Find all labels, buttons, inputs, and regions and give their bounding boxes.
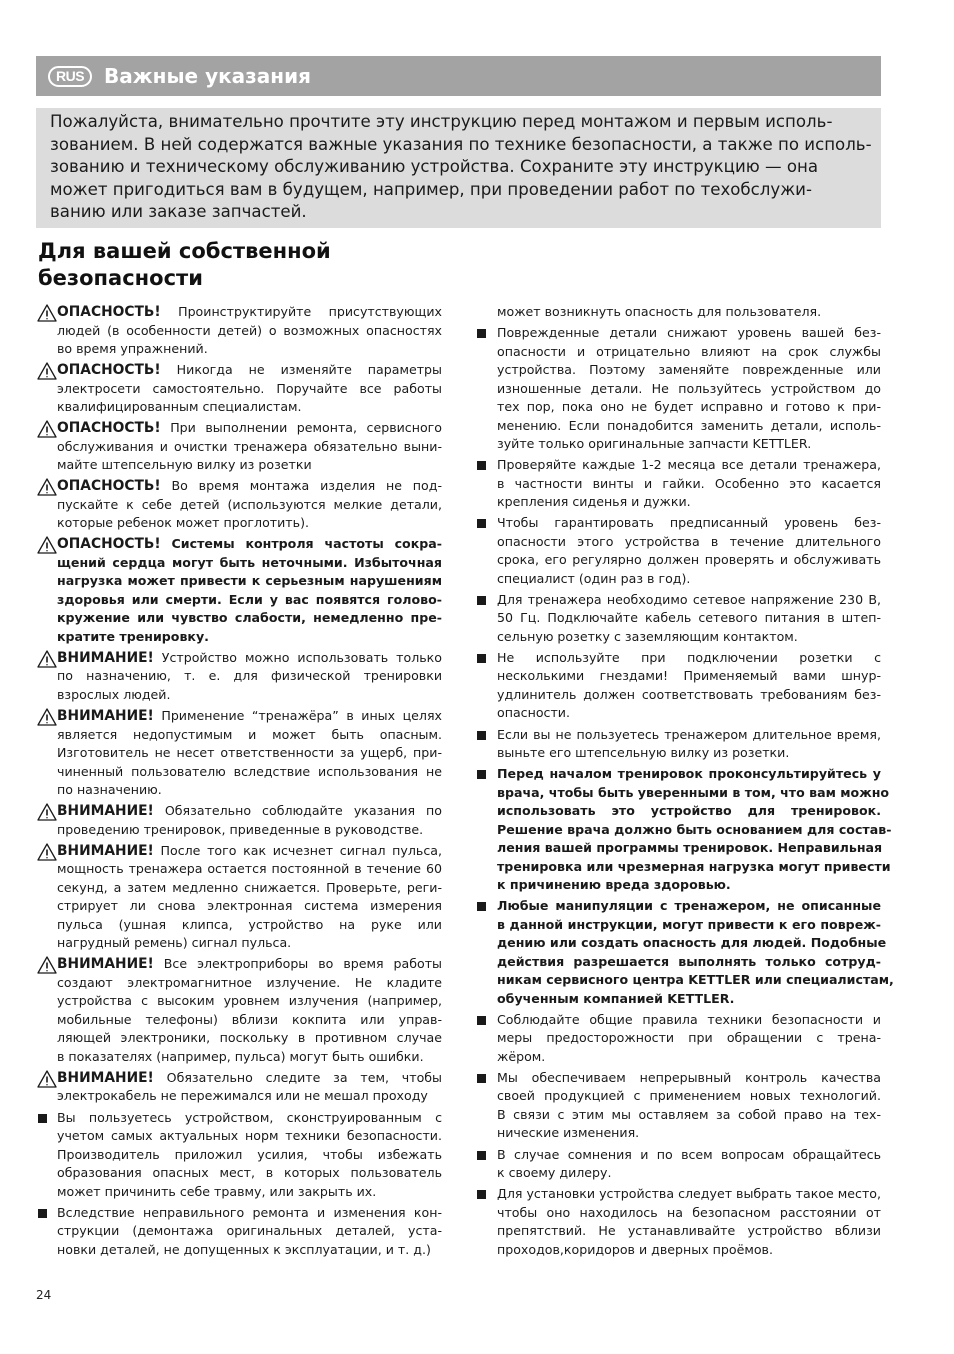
warning-text: Во время монтажа изделия не под- — [160, 478, 442, 494]
text-line — [57, 477, 442, 496]
intro-line: ванию или заказе запчастей. — [50, 202, 307, 221]
text-line: меры предосторожности при обращении с трена- — [497, 1030, 881, 1046]
warning-item — [36, 955, 442, 1066]
warning-triangle-icon — [37, 362, 57, 380]
warning-item — [36, 419, 442, 475]
text-line: пускайте к себе детей (используются мелкие детали, — [57, 496, 442, 512]
text-line — [57, 955, 442, 974]
text-line: нагрудный ремень) сигнал пульса. — [57, 935, 292, 951]
text-line: взрослых людей. — [57, 686, 171, 702]
text-line: нические изменения. — [497, 1125, 640, 1141]
warning-label: ОПАСНОСТЬ! — [57, 304, 161, 320]
intro-box — [36, 108, 881, 228]
intro-line: зованием. В ней содержатся важные указания по технике безопасности, а также по исполь- — [50, 134, 872, 154]
text-line: 50 Гц. Подключайте кабель сетевого питания в штеп- — [497, 610, 881, 626]
warning-label: ОПАСНОСТЬ! — [57, 362, 161, 379]
text-line: опасности. — [497, 705, 570, 721]
bullet-item — [36, 1204, 442, 1260]
text-line: кружение или чувство слабости, немедленно пре- — [57, 610, 442, 626]
bullet-item — [475, 1069, 881, 1143]
bullet-item — [475, 456, 881, 512]
text-line — [57, 303, 442, 322]
warning-triangle-icon — [37, 304, 57, 322]
text-line: электрокабель не пережимался или не мешал проходу — [57, 1088, 428, 1104]
text-line — [57, 419, 442, 438]
text-line: В случае сомнения и по всем вопросам обращайтесь — [497, 1146, 881, 1162]
text-line: к причинению вреда здоровью. — [497, 877, 731, 893]
section-title — [38, 238, 331, 292]
warning-text: Никогда не изменяйте параметры — [160, 362, 442, 378]
text-line: нагрузка может привести к серьезным нарушениям — [57, 573, 442, 589]
bullet-item — [475, 897, 894, 1008]
text-line: которые ребенок может проглотить). — [57, 515, 309, 531]
text-line: тренировка или чрезмерная нагрузка могут привести — [497, 858, 891, 874]
warning-label: ВНИМАНИЕ! — [57, 956, 154, 973]
text-line: Если вы не пользуетесь тренажером длительное время, — [497, 726, 881, 742]
text-line: электросети самостоятельно. Поручайте все работы — [57, 380, 442, 396]
text-line: создают электромагнитное излучение. Не кладите — [57, 974, 442, 990]
text-line: здоровья или смерти. Если у вас появятся голово- — [57, 591, 442, 607]
text-line: квалифицированным специалистам. — [57, 399, 302, 415]
text-line: Соблюдайте общие правила техники безопасности и — [497, 1011, 881, 1027]
text-line: опасности и отрицательно влияют на срок службы — [497, 343, 881, 359]
text-line: обученным компанией KETTLER. — [497, 990, 735, 1006]
warning-label: ОПАСНОСТЬ! — [57, 536, 161, 553]
text-line — [57, 361, 442, 380]
text-line: является недопустимым и может быть опасным. — [57, 726, 442, 742]
text-line: Производитель приложил усилия, чтобы избежать — [57, 1146, 442, 1162]
text-line: пульса (ушная клипса, устройство на руке или — [57, 916, 442, 932]
bullet-item — [475, 765, 892, 895]
warning-text: Системы контроля частоты сокра- — [160, 536, 442, 552]
bullet-item — [475, 1146, 881, 1183]
text-line: мощность тренажера остается постоянной в течение 60 — [57, 861, 442, 877]
bullet-square-icon — [477, 519, 486, 528]
header-title: Важные указания — [104, 64, 311, 88]
bullet-item — [475, 324, 881, 454]
warning-text: Применение “тренажёра” в иных целях — [153, 708, 442, 724]
text-line — [57, 707, 442, 726]
bullet-square-icon — [477, 596, 486, 605]
warning-triangle-icon — [37, 536, 57, 554]
bullet-item — [36, 1109, 442, 1202]
warning-triangle-icon — [37, 420, 57, 438]
text-line: в частности винты и гайки. Особенно это касается — [497, 475, 881, 491]
text-line: дению или создать опасность для людей. Подобные — [497, 935, 887, 951]
bullet-square-icon — [477, 902, 486, 911]
text-line: жёром. — [497, 1048, 546, 1064]
page-number: 24 — [36, 1288, 52, 1302]
warning-label: ВНИМАНИЕ! — [57, 803, 154, 820]
text-line: чтобы оно находилось на безопасном расстоянии от — [497, 1204, 881, 1220]
text-line: Вследствие неправильного ремонта и изменения кон- — [57, 1204, 442, 1220]
text-line: В связи с этим мы оставляем за собой право на тех- — [497, 1106, 881, 1122]
warning-label: ВНИМАНИЕ! — [57, 708, 154, 725]
text-line: Для тренажера необходимо сетевое напряжение 230 В, — [497, 591, 881, 607]
text-line: действия разрешается выполнять только сотруд- — [497, 953, 881, 969]
text-line: по назначению, т. е. для физической тренировки — [57, 668, 442, 684]
bullet-square-icon — [477, 461, 486, 470]
warning-text: Обязательно соблюдайте указания по — [153, 803, 442, 819]
warning-item — [36, 842, 442, 953]
text-line: по назначению. — [57, 782, 162, 798]
bullet-item — [475, 1011, 881, 1067]
text-line: срока, его регулярно должен проверять и обслуживать — [497, 552, 881, 568]
text-line: кратите тренировку. — [57, 628, 209, 644]
text-line: учетом самых актуальных норм техники безопасности. — [57, 1128, 442, 1144]
text-line: препятствий. Не устанавливайте устройство вблизи — [497, 1223, 881, 1239]
text-line: Для установки устройства следует выбрать такое место, — [497, 1186, 881, 1202]
warning-triangle-icon — [37, 843, 57, 861]
bullet-square-icon — [477, 770, 486, 779]
text-line: Мы обеспечиваем непрерывный контроль качества — [497, 1069, 881, 1085]
warning-label: ВНИМАНИЕ! — [57, 1069, 154, 1086]
text-line: никам сервисного центра KETTLER или специалистам, — [497, 972, 894, 988]
warning-label: ВНИМАНИЕ! — [57, 649, 154, 666]
warning-text: При выполнении ремонта, сервисного — [160, 420, 442, 436]
text-line: секунд, а затем медленно снижается. Проверьте, реги- — [57, 879, 442, 895]
text-line: Решение врача должно быть основанием для состав- — [497, 821, 892, 837]
text-line: специалист (один раз в год). — [497, 570, 691, 586]
text-line: проходов,коридоров и дверных проёмов. — [497, 1241, 773, 1257]
bullet-square-icon — [477, 731, 486, 740]
text-line: майте штепсельную вилку из розетки — [57, 457, 312, 473]
bullet-item — [475, 649, 881, 723]
text-line — [57, 649, 442, 668]
text-line — [57, 802, 442, 821]
bullet-square-icon — [477, 1151, 486, 1160]
warning-triangle-icon — [37, 1070, 57, 1088]
text-line: Вы пользуетесь устройством, сконструированным с — [57, 1109, 442, 1125]
text-line: изношенные детали. Не пользуйтесь устройством до — [497, 380, 881, 396]
text-line: стрирует ли снова электронная система измерения — [57, 898, 442, 914]
warning-triangle-icon — [37, 650, 57, 668]
warning-triangle-icon — [37, 478, 57, 496]
warning-label: ОПАСНОСТЬ! — [57, 478, 161, 495]
warning-triangle-icon — [37, 803, 57, 821]
text-line: новки деталей, не допущенных к эксплуатации, и т. д.) — [57, 1241, 431, 1257]
text-line: крепления сиденья и дужки. — [497, 494, 691, 510]
text-line: врача, чтобы быть уверенными в том, что вам можно — [497, 784, 890, 800]
text-line: ляющей электроники, поскольку в противном случае — [57, 1030, 442, 1046]
language-badge: RUS — [48, 66, 92, 87]
text-line: выньте его штепсельную вилку из розетки. — [497, 745, 790, 761]
section-title-line: Для вашей собственной — [38, 239, 331, 263]
text-line — [57, 535, 442, 554]
text-line: Изготовитель не несет ответственности за ущерб, при- — [57, 745, 442, 761]
warning-text: Проинструктируйте присутствующих — [160, 304, 442, 319]
text-line: устройства с высоким уровнем излучения (например, — [57, 993, 442, 1009]
left-column — [36, 303, 442, 1262]
bullet-square-icon — [477, 329, 486, 338]
warning-text: Все электроприборы во время работы — [153, 956, 442, 972]
bullet-square-icon — [38, 1209, 47, 1218]
warning-item — [36, 1069, 442, 1106]
text-line: в данной инструкции, могут привести к его повреж- — [497, 916, 881, 932]
text-line: Не используйте при подключении розетки с — [497, 649, 881, 665]
text-line: чиненный пользователю вследствие использования не — [57, 763, 442, 779]
text-line: удлинитель должен соответствовать требованиям без- — [497, 686, 881, 702]
warning-label: ОПАСНОСТЬ! — [57, 420, 161, 437]
right-column — [475, 303, 894, 1262]
text-line — [57, 1069, 442, 1088]
warning-text: После того как исчезнет сигнал пульса, — [153, 842, 442, 858]
text-line: менению. Если понадобится заменить детали, исполь- — [497, 417, 881, 433]
text-line: тех пор, пока оно не будет исправно и готово к при- — [497, 399, 881, 415]
bullet-item — [475, 514, 881, 588]
text-line: Проверяйте каждые 1-2 месяца все детали тренажера, — [497, 457, 881, 473]
text-line: может причинить себе травму, или закрыть их. — [57, 1183, 377, 1199]
bullet-item — [475, 591, 881, 647]
warning-item — [36, 707, 442, 800]
text-line: образования опасных мест, в которых пользователь — [57, 1165, 442, 1181]
text-line: Поврежденные детали снижают уровень вашей без- — [497, 325, 881, 341]
text-line: струкции (демонтажа оригинальных деталей, уста- — [57, 1223, 442, 1239]
text-line: Перед началом тренировок проконсультируйтесь у — [497, 766, 881, 782]
continued-text: может возникнуть опасность для пользователя. — [497, 304, 822, 319]
warning-text: Обязательно следите за тем, чтобы — [153, 1069, 442, 1085]
text-line: Любые манипуляции с тренажером, не описанные — [497, 898, 881, 914]
bullet-item — [475, 1185, 881, 1259]
text-line: ления вашей программы тренировок. Неправильная — [497, 840, 883, 856]
text-line: использовать это устройство для тренировок. — [497, 803, 881, 819]
warning-item — [36, 361, 442, 417]
text-line — [57, 842, 442, 861]
text-line: несколькими гнездами! Применяемый вами шнур- — [497, 668, 881, 684]
bullet-square-icon — [477, 1074, 486, 1083]
intro-line: зованию и техническому обслуживанию устройства. Сохраните эту инструкцию — она — [50, 157, 819, 176]
text-line: опасности этого устройства в течение длительного — [497, 533, 881, 549]
header-bar — [36, 56, 881, 96]
bullet-item — [475, 726, 881, 763]
warning-item — [36, 303, 442, 359]
text-line: проведению тренировок, приведенные в руководстве. — [57, 821, 424, 837]
warning-label: ВНИМАНИЕ! — [57, 842, 154, 859]
text-line: устройства. Поэтому заменяйте поврежденные или — [497, 362, 881, 378]
warning-item — [36, 649, 442, 705]
text-line: в показателях (например, пульса) могут быть ошибки. — [57, 1048, 424, 1064]
text-line: своей продукцией с применением новых технологий. — [497, 1088, 881, 1104]
text-line: обслуживания и очистки тренажера обязательно выни- — [57, 438, 442, 454]
intro-line: Пожалуйста, внимательно прочтите эту инструкцию перед монтажом и первым исполь- — [50, 112, 833, 131]
text-line: Чтобы гарантировать предписанный уровень без- — [497, 515, 881, 531]
text-line: щений сердца могут быть неточными. Избыточная — [57, 554, 442, 570]
warning-item — [36, 535, 442, 646]
bullet-square-icon — [477, 654, 486, 663]
text-line: сельную розетку с заземляющим контактом. — [497, 628, 798, 644]
text-line: мобильные телефоны) вблизи кокпита или управ- — [57, 1011, 442, 1027]
text-line: зуйте только оригинальные запчасти KETTLER. — [497, 436, 812, 452]
bullet-square-icon — [477, 1190, 486, 1199]
warning-triangle-icon — [37, 708, 57, 726]
warning-text: Устройство можно использовать только — [153, 649, 442, 665]
warning-item — [36, 477, 442, 533]
intro-line: может пригодиться вам в будущем, например, при проведении работ по техобслужи- — [50, 179, 812, 199]
warning-triangle-icon — [37, 956, 57, 974]
section-title-line: безопасности — [38, 266, 203, 290]
bullet-square-icon — [477, 1016, 486, 1025]
text-line: людей (в особенности детей) о возможных опасностях — [57, 322, 442, 338]
text-line: к своему дилеру. — [497, 1165, 612, 1181]
bullet-square-icon — [38, 1114, 47, 1123]
warning-item — [36, 802, 442, 839]
text-line: во время упражнений. — [57, 341, 208, 356]
